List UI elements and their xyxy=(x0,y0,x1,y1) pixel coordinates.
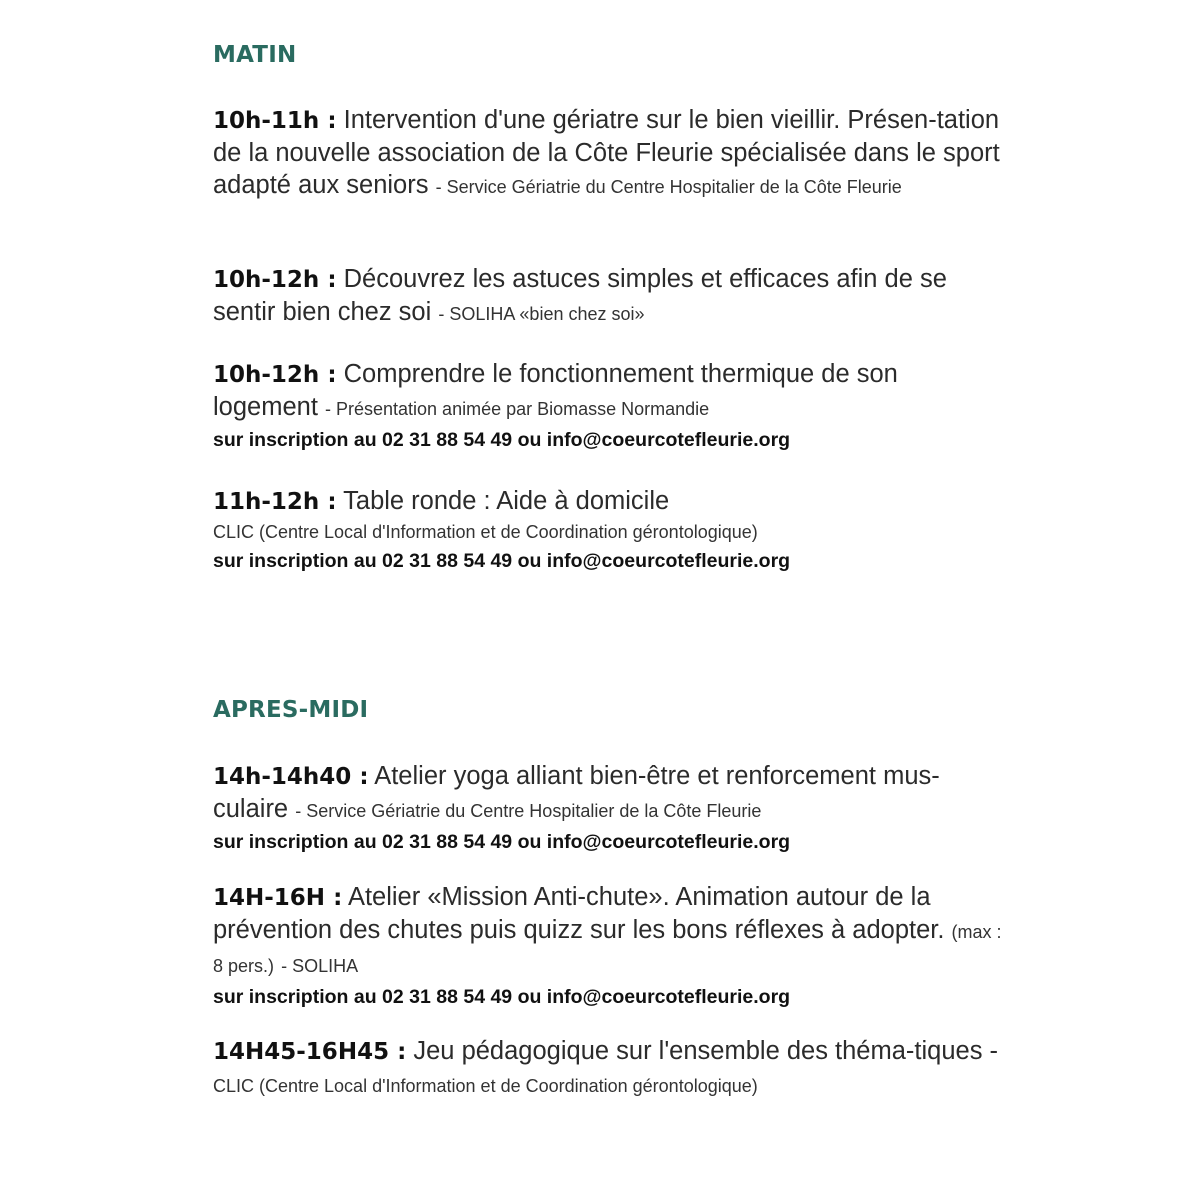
section-title-afternoon: APRES-MIDI xyxy=(213,697,369,723)
program-entry xyxy=(213,104,1003,203)
entry-time: 14H45-16H45 : xyxy=(213,1039,407,1065)
section-title-morning: MATIN xyxy=(213,42,297,68)
entry-organizer: - SOLIHA «bien chez soi» xyxy=(438,304,645,324)
program-entry xyxy=(213,1035,1003,1102)
entry-capacity-note: (max : 8 pers.) xyxy=(213,922,1002,976)
entry-text: Atelier yoga alliant bien-être et renforcement mus-culaire xyxy=(213,762,940,823)
entry-text: Intervention d'une gériatre sur le bien vieillir. Présen-tation de la nouvelle association de la Côte Fleurie spécialisée dans le sport adapté aux seniors xyxy=(213,106,1000,199)
program-entry xyxy=(213,485,1003,576)
entry-text: Comprendre le fonctionnement thermique de son logement xyxy=(213,360,898,421)
entry-time: 10h-12h : xyxy=(213,362,337,388)
entry-text: Découvrez les astuces simples et efficaces afin de se sentir bien chez soi xyxy=(213,265,947,326)
program-entry xyxy=(213,358,1003,455)
registration-info: sur inscription au 02 31 88 54 49 ou info@coeurcotefleurie.org xyxy=(213,429,791,451)
entry-text: Table ronde : Aide à domicile xyxy=(343,487,670,515)
entry-organizer: - SOLIHA xyxy=(281,956,359,976)
registration-info: sur inscription au 02 31 88 54 49 ou info@coeurcotefleurie.org xyxy=(213,550,791,572)
entry-organizer: - Service Gériatrie du Centre Hospitalier de la Côte Fleurie xyxy=(435,177,902,197)
program-entry xyxy=(213,263,1003,330)
entry-time: 11h-12h : xyxy=(213,489,337,515)
entry-time: 10h-11h : xyxy=(213,108,337,134)
entry-time: 14h-14h40 : xyxy=(213,764,369,790)
entry-time: 14H-16H : xyxy=(213,885,343,911)
entry-text: Atelier «Mission Anti-chute». Animation autour de la prévention des chutes puis quizz sur les bons réflexes à adopter. xyxy=(213,883,945,944)
registration-info: sur inscription au 02 31 88 54 49 ou info@coeurcotefleurie.org xyxy=(213,986,791,1008)
registration-info: sur inscription au 02 31 88 54 49 ou info@coeurcotefleurie.org xyxy=(213,831,791,853)
program-entry xyxy=(213,881,1003,1012)
entry-text: Jeu pédagogique sur l'ensemble des théma-tiques - xyxy=(413,1037,999,1065)
entry-organizer: CLIC (Centre Local d'Information et de Coordination gérontologique) xyxy=(213,522,758,542)
entry-organizer: - Présentation animée par Biomasse Normandie xyxy=(325,399,710,419)
entry-time: 10h-12h : xyxy=(213,267,337,293)
entry-organizer: - Service Gériatrie du Centre Hospitalier de la Côte Fleurie xyxy=(295,801,762,821)
entry-organizer: CLIC (Centre Local d'Information et de Coordination gérontologique) xyxy=(213,1076,758,1096)
program-entry xyxy=(213,760,1003,857)
